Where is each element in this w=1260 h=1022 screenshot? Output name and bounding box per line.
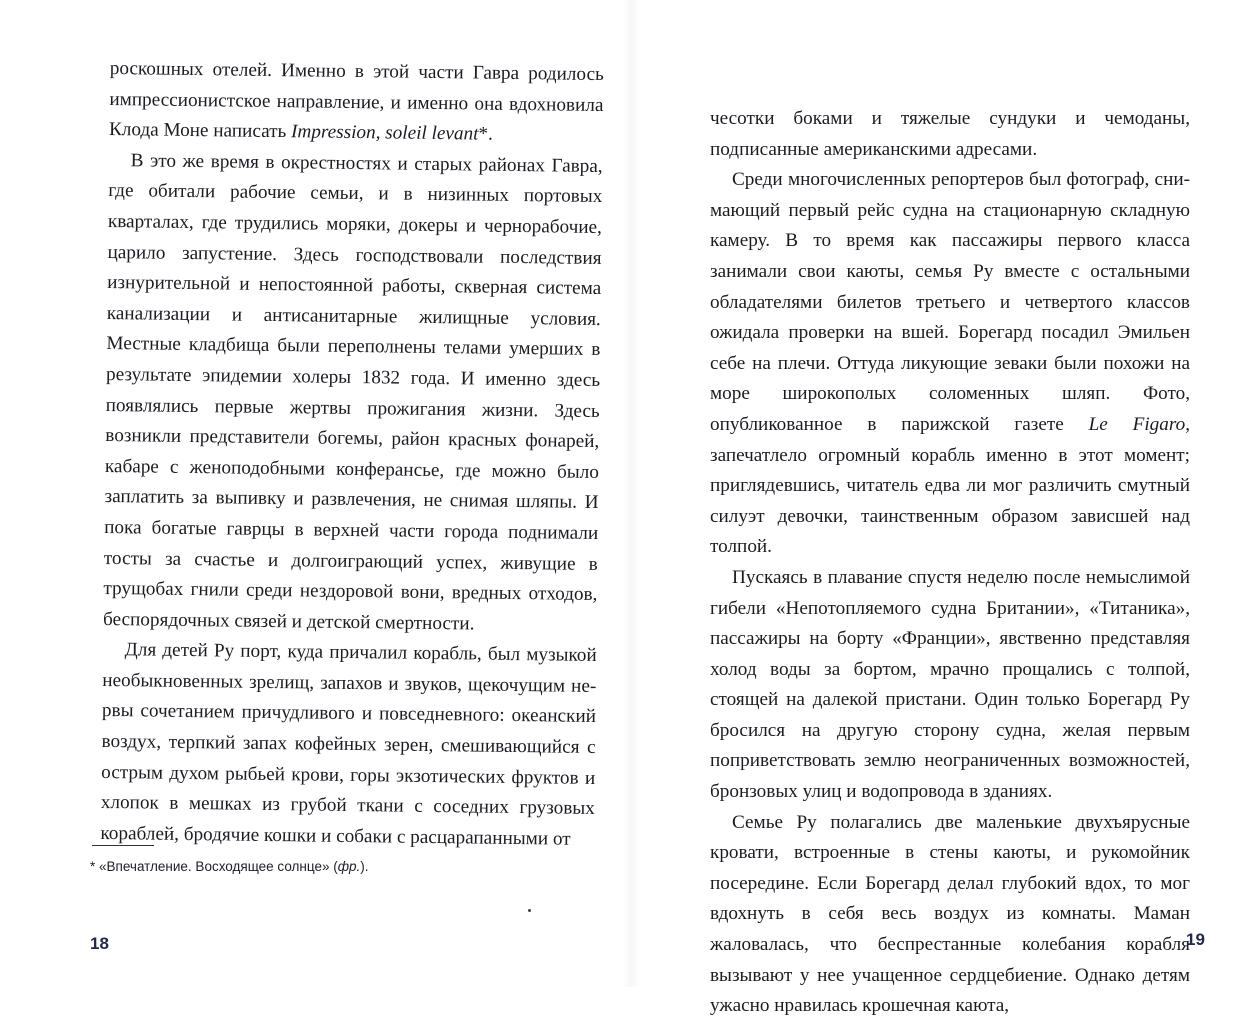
- left-paragraph-1: роскошных отелей. Именно в этой части Гавра родилось импрессионистское направление, и именно она вдохновила Клода Моне написать Impression, soleil levant*.: [108, 57, 604, 145]
- print-speck: [528, 909, 531, 912]
- right-page-body: [710, 104, 1190, 1022]
- page-number-right: 19: [1186, 930, 1205, 949]
- right-paragraph-3: Пускаясь в плавание спустя неделю после немыслимой гибели «Непотопляемого судна Британии», «Титаника», пассажиры на борту «Франции», явственно представляя холод воды за бортом, мрачно прощались с толпой, стоящей на далекой пристани. Один только Борегард Ру бросился на другую сторону судна, желая первым поприветствовать землю неограниченных возможностей, бронзовых улиц и водопровода в зданиях.: [710, 566, 1190, 803]
- footnote-marker: *: [90, 859, 96, 874]
- right-paragraph-2: Среди многочисленных репортеров был фотограф, снимающий первый рейс судна на стационарную складную камеру. В то время как пассажиры первого класса занимали свои каюты, семья Ру вместе с остальными обладателями билетов третьего и четвертого классов ожидала проверки на вшей. Борегард посадил Эмильен себе на плечи. Оттуда ликующие зеваки были похожи на море широкополых соломенных шляп. Фото, опубликованное в парижской газете Le Figaro, запечатлело огромный корабль именно в этот момент; приглядевшись, читатель едва ли мог различить смутный силуэт девочки, таинственным образом зависшей над толпой.: [710, 169, 1190, 558]
- right-paragraph-4: Семье Ру полагались две маленькие двухъярусные кровати, встроенные в стены каюты, и рукомойник посередине. Если Борегард делал глубокий вдох, то мог вдохнуть в себя весь воздух из комнаты. Маман жаловалась, что беспрестанные колебания корабля вызывают у нее учащенное сердцебиение. Однако детям ужасно нравилась крошечная каюта,: [710, 811, 1190, 1017]
- footnote: * «Впечатление. Восходящее солнце» (фр.).: [90, 859, 369, 874]
- page-number-left: 18: [90, 934, 109, 953]
- left-paragraph-2: В это же время в окрестностях и старых районах Гавра, где обитали рабочие семьи, и в низинных портовых кварталах, где трудились моряки, докеры и чернорабочие, царило запустение. Здесь господствовали последствия изнурительной и непостоянной работы, скверная система канализации и антисанитарные жилищные условия. Местные кладбища были переполнены телами умерших в результате эпидемии холеры 1832 года. И именно здесь появлялись первые жертвы прожигания жизни. Здесь возникли представители богемы, район красных фонарей, кабаре с женоподобными конферансье, где можно было заплатить за выпивку и развлечения, не снимая шляпы. И пока богатые гаврцы в верхней части города поднимали тосты за счастье и долгоиграющий успех, живущие в трущобах гнили среди нездоровой вони, вредных отходов, беспорядочных связей и детской смертности.: [102, 150, 603, 635]
- left-page-body: [100, 54, 604, 855]
- left-page: [0, 0, 630, 987]
- right-page: [630, 0, 1260, 1017]
- footnote-divider: [92, 845, 154, 846]
- right-paragraph-1: чесотки боками и тяжелые сундуки и чемоданы, подписанные американскими адресами.: [710, 108, 1190, 160]
- newspaper-title: Le Figaro: [1088, 413, 1186, 435]
- painting-title: Impression, soleil levant: [290, 121, 479, 145]
- left-paragraph-3: Для детей Ру порт, куда причалил корабль, был музыкой необыкновенных зрелищ, запахов и звуков, щекочущим нервы сочетанием причудливого и повседневного: океанский воздух, терпкий запах кофейных зерен, смешивающийся с острым духом рыбьей крови, горы экзотических фруктов и хлопок в мешках из грубой ткани с соседних грузовых кораблей, бродячие кошки и собаки с расцарапанными от: [100, 639, 597, 850]
